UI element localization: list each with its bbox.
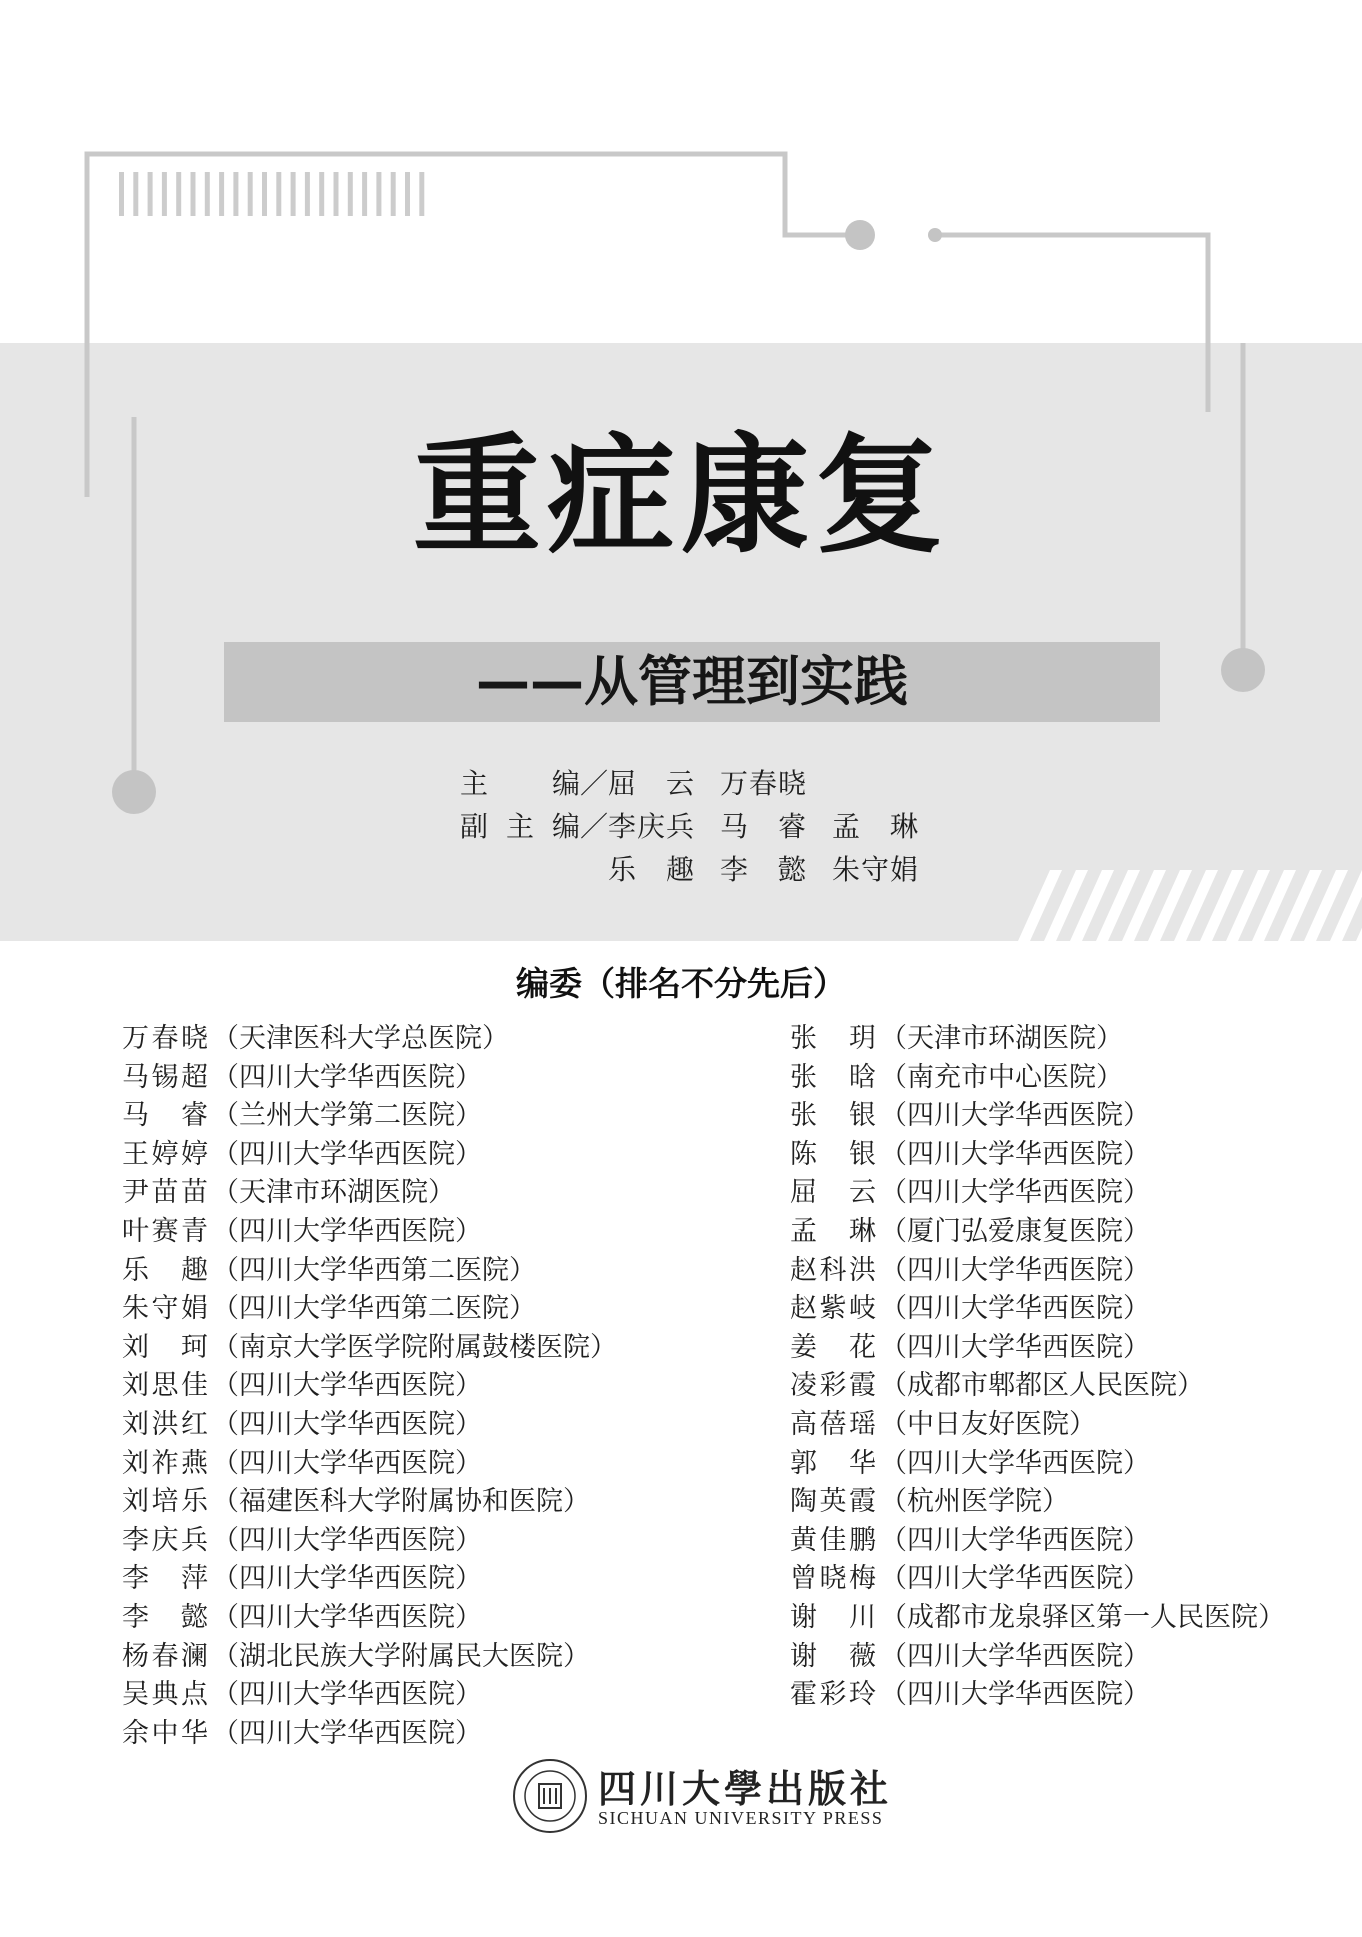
editor-name: 马 睿 [720, 810, 806, 843]
member-name: 刘 珂 [122, 1331, 208, 1363]
role-slash: ／ [580, 767, 609, 800]
member-name: 杨 春 澜 [122, 1640, 208, 1672]
editor-name: 乐 趣 [608, 853, 694, 886]
committee-member [122, 1329, 617, 1368]
member-name: 凌 彩 霞 [790, 1370, 876, 1402]
committee-member [122, 1445, 617, 1484]
committee-member [790, 1136, 1285, 1175]
member-institution: （成都市龙泉驿区第一人民医院） [880, 1601, 1285, 1633]
member-institution: （南充市中心医院） [880, 1061, 1123, 1093]
member-institution: （杭州医学院） [880, 1486, 1069, 1518]
university-seal-icon [512, 1758, 588, 1834]
committee-member [122, 1406, 617, 1445]
member-institution: （天津市环湖医院） [212, 1177, 455, 1209]
member-institution: （兰州大学第二医院） [212, 1100, 482, 1132]
committee-member [122, 1599, 617, 1638]
member-name: 李 懿 [122, 1601, 208, 1633]
member-institution: （南京大学医学院附属鼓楼医院） [212, 1331, 617, 1363]
member-institution: （中日友好医院） [880, 1408, 1096, 1440]
committee-member [790, 1367, 1285, 1406]
publisher-name-cn: 四川大學出版社 [598, 1766, 893, 1811]
member-institution: （四川大学华西医院） [212, 1138, 482, 1170]
member-name: 马 锡 超 [122, 1061, 208, 1093]
chief-editor-role: 主 编 [460, 767, 580, 800]
committee-member [790, 1020, 1285, 1059]
committee-member [790, 1638, 1285, 1677]
committee-member [122, 1136, 617, 1175]
member-institution: （四川大学华西医院） [212, 1061, 482, 1093]
member-institution: （成都市郫都区人民医院） [880, 1370, 1204, 1402]
committee-member [122, 1676, 617, 1715]
member-name: 谢 薇 [790, 1640, 876, 1672]
member-institution: （四川大学华西医院） [880, 1679, 1150, 1711]
member-name: 马 睿 [122, 1100, 208, 1132]
member-institution: （四川大学华西医院） [212, 1408, 482, 1440]
member-institution: （四川大学华西医院） [212, 1679, 482, 1711]
deputy-editor-names [608, 848, 918, 891]
chief-editor-names [608, 762, 806, 805]
member-institution: （四川大学华西医院） [212, 1447, 482, 1479]
member-name: 张 晗 [790, 1061, 876, 1093]
committee-member [122, 1483, 617, 1522]
editor-name: 孟 琳 [832, 810, 918, 843]
committee-member [790, 1290, 1285, 1329]
member-institution: （四川大学华西第二医院） [212, 1254, 536, 1286]
member-name: 张 玥 [790, 1023, 876, 1054]
committee-member [122, 1097, 617, 1136]
committee-member [790, 1522, 1285, 1561]
member-institution: （四川大学华西医院） [880, 1293, 1150, 1325]
committee-member [122, 1522, 617, 1561]
committee-member [122, 1020, 617, 1059]
committee-member [790, 1097, 1285, 1136]
member-institution: （四川大学华西医院） [880, 1447, 1150, 1479]
member-institution: （四川大学华西医院） [212, 1524, 482, 1556]
committee-list-left [122, 1020, 617, 1753]
member-name: 朱 守 娟 [122, 1293, 208, 1325]
member-institution: （四川大学华西医院） [880, 1640, 1150, 1672]
member-name: 黄 佳 鹏 [790, 1524, 876, 1556]
member-name: 高 蓓 瑶 [790, 1408, 876, 1440]
member-name: 屈 云 [790, 1177, 876, 1209]
member-name: 赵 科 洪 [790, 1254, 876, 1286]
member-name: 谢 川 [790, 1601, 876, 1633]
member-institution: （四川大学华西医院） [212, 1563, 482, 1595]
member-name: 陈 银 [790, 1138, 876, 1170]
member-name: 刘 思 佳 [122, 1370, 208, 1402]
member-name: 陶 英 霞 [790, 1486, 876, 1518]
committee-member [122, 1252, 617, 1291]
member-institution: （四川大学华西医院） [880, 1524, 1150, 1556]
committee-member [790, 1483, 1285, 1522]
chief-editor-row [460, 762, 918, 805]
member-name: 万 春 晓 [122, 1023, 208, 1054]
member-institution: （四川大学华西医院） [880, 1177, 1150, 1209]
committee-member [790, 1560, 1285, 1599]
member-name: 余 中 华 [122, 1717, 208, 1749]
member-institution: （天津市环湖医院） [880, 1023, 1123, 1054]
deputy-editor-role: 副 主 编 [460, 810, 580, 843]
committee-member [122, 1213, 617, 1252]
member-name: 刘 培 乐 [122, 1486, 208, 1518]
member-name: 姜 花 [790, 1331, 876, 1363]
member-name: 刘 祚 燕 [122, 1447, 208, 1479]
member-institution: （四川大学华西第二医院） [212, 1293, 536, 1325]
committee-member [790, 1676, 1285, 1715]
member-name: 李 庆 兵 [122, 1524, 208, 1556]
deputy-editor-row [460, 848, 918, 891]
deputy-editor-names [608, 805, 918, 848]
editor-name: 万 春 晓 [720, 767, 806, 800]
committee-member [122, 1715, 617, 1754]
member-institution: （四川大学华西医院） [880, 1100, 1150, 1132]
book-title: 重症康复 [412, 421, 949, 571]
committee-member [122, 1560, 617, 1599]
committee-member [790, 1406, 1285, 1445]
member-institution: （湖北民族大学附属民大医院） [212, 1640, 590, 1672]
editor-credits [460, 762, 918, 891]
member-name: 乐 趣 [122, 1254, 208, 1286]
member-name: 郭 华 [790, 1447, 876, 1479]
committee-member [790, 1213, 1285, 1252]
member-institution: （福建医科大学附属协和医院） [212, 1486, 590, 1518]
committee-member [790, 1174, 1285, 1213]
member-name: 王 婷 婷 [122, 1138, 208, 1170]
book-subtitle: ——从管理到实践 [476, 650, 908, 713]
deputy-editor-row [460, 805, 918, 848]
committee-member [790, 1445, 1285, 1484]
member-name: 叶 赛 青 [122, 1215, 208, 1247]
member-institution: （四川大学华西医院） [212, 1717, 482, 1749]
committee-member [790, 1252, 1285, 1291]
editor-name: 朱 守 娟 [832, 853, 918, 886]
committee-heading: 编委（排名不分先后） [516, 964, 846, 1003]
member-institution: （四川大学华西医院） [212, 1601, 482, 1633]
member-institution: （四川大学华西医院） [880, 1254, 1150, 1286]
committee-member [122, 1290, 617, 1329]
editor-name: 李 庆 兵 [608, 810, 694, 843]
committee-member [122, 1367, 617, 1406]
member-name: 刘 洪 红 [122, 1408, 208, 1440]
member-institution: （四川大学华西医院） [880, 1563, 1150, 1595]
member-institution: （天津医科大学总医院） [212, 1023, 509, 1054]
member-name: 赵 紫 岐 [790, 1293, 876, 1325]
editor-name: 屈 云 [608, 767, 694, 800]
member-name: 吴 典 点 [122, 1679, 208, 1711]
committee-member [122, 1638, 617, 1677]
committee-member [790, 1329, 1285, 1368]
publisher-name-en: SICHUAN UNIVERSITY PRESS [598, 1808, 884, 1828]
editor-name: 李 懿 [720, 853, 806, 886]
committee-list-right [790, 1020, 1285, 1715]
member-name: 霍 彩 玲 [790, 1679, 876, 1711]
member-institution: （四川大学华西医院） [880, 1331, 1150, 1363]
member-institution: （厦门弘爱康复医院） [880, 1215, 1150, 1247]
member-name: 张 银 [790, 1100, 876, 1132]
member-institution: （四川大学华西医院） [880, 1138, 1150, 1170]
committee-member [122, 1059, 617, 1098]
member-institution: （四川大学华西医院） [212, 1370, 482, 1402]
committee-member [122, 1174, 617, 1213]
role-slash: ／ [580, 810, 609, 843]
publisher-logo [512, 1752, 893, 1842]
committee-member [790, 1599, 1285, 1638]
member-name: 尹 苗 苗 [122, 1177, 208, 1209]
committee-member [790, 1059, 1285, 1098]
member-name: 孟 琳 [790, 1215, 876, 1247]
member-institution: （四川大学华西医院） [212, 1215, 482, 1247]
member-name: 曾 晓 梅 [790, 1563, 876, 1595]
member-name: 李 萍 [122, 1563, 208, 1595]
